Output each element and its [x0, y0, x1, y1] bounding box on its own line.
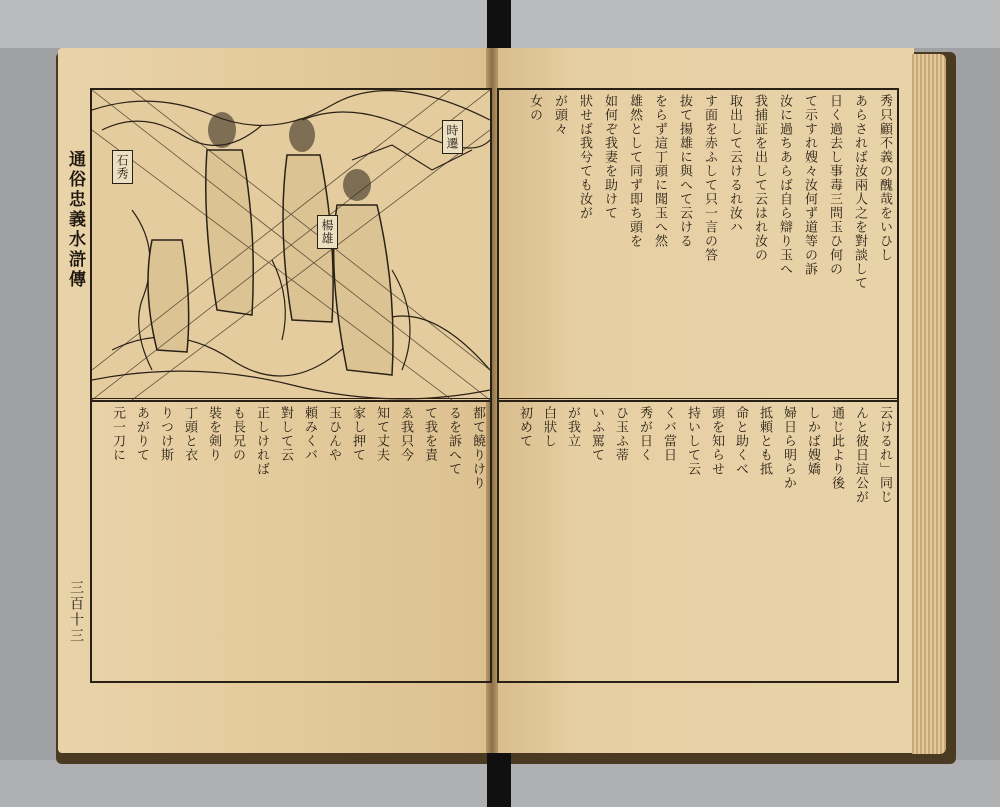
page-edges [912, 54, 946, 754]
text-column-line: をらず這丁頭に聞玉へ然 [652, 94, 667, 248]
text-column-line: 秀が日く [637, 406, 652, 462]
text-column-line: 取出して云けるれ汝ハ [727, 94, 742, 234]
text-column-line: も長兄の [230, 406, 245, 462]
illustration-drawing [92, 90, 490, 400]
text-column-line: 秀只顧不義の醜哉をいひし [877, 94, 892, 262]
text-column-line: あがりて [134, 406, 149, 462]
label-shi-xiu: 石秀 [112, 150, 133, 184]
text-column-line: 知て丈夫 [374, 406, 389, 462]
text-column-line: 玉ひんや [326, 406, 341, 462]
text-column-line: 抵頼とも抵 [757, 406, 772, 476]
text-column-line: が頭々 [552, 94, 567, 136]
text-column-line: んと彼日這公が [853, 406, 868, 504]
text-column-line: 雄然として同ず即ち頭を [627, 94, 642, 248]
label-shi-qian: 時遷 [442, 120, 463, 154]
text-column-line: 元一刀に [110, 406, 125, 462]
text-column-line: 云けるれ」同じ [877, 406, 892, 504]
text-column-line: 都て饒りけり [470, 406, 485, 490]
text-column-line: 正しければ [254, 406, 269, 476]
text-column-line: 持いして云 [685, 406, 700, 476]
page-number: 三百十三 [68, 580, 84, 644]
text-column-line: あらされば汝兩人之を對談して [852, 94, 867, 290]
text-column-line: 我捕証を出して云はれ汝の [752, 94, 767, 262]
text-column-line: 頼みくバ [302, 406, 317, 462]
text-column-line: 命と助くべ [733, 406, 748, 476]
text-column-line: 日く過去し事毒三問玉ひ何の [827, 94, 842, 276]
text-column-line: が我立 [565, 406, 580, 448]
text-column-line: 抜て揚雄に與へて云ける [677, 94, 692, 248]
text-column-line: 初めて [517, 406, 532, 448]
text-column-line: 女の [527, 94, 542, 122]
text-column-line: て我を責 [422, 406, 437, 462]
text-column-line: 汝に過ちあらば自ら辯り玉へ [777, 94, 792, 276]
text-column-line: 裝を剣り [206, 406, 221, 462]
text-column-line: るを訴へて [446, 406, 461, 476]
label-yang-xiong: 楊雄 [317, 215, 338, 249]
text-column-line: ひ玉ふ蒂 [613, 406, 628, 462]
text-column-line: 白狀し [541, 406, 556, 448]
text-column-line: 狀せば我兮ても汝が [577, 94, 592, 220]
book-side-title: 通俗忠義水滸傳 [65, 150, 85, 290]
text-column-line: 家し押て [350, 406, 365, 462]
text-column-line: 如何ぞ我妻を助けて [602, 94, 617, 220]
text-column-line: 頭を知らせ [709, 406, 724, 476]
text-column-line: ゑ我只今 [398, 406, 413, 462]
text-column-line: て示すれ嫂々汝何ず道等の訴 [802, 94, 817, 276]
text-column-line: す面を赤ふして只一言の答 [702, 94, 717, 262]
text-column-line: 婦日ら明らか [781, 406, 796, 490]
text-column-line: 丁頭と衣 [182, 406, 197, 462]
text-column-line: いふ罵て [589, 406, 604, 462]
text-column-line: 通じ此より後 [829, 406, 844, 490]
text-column-line: くバ當日 [661, 406, 676, 462]
text-column-line: りつけ斯 [158, 406, 173, 462]
woodblock-illustration [90, 88, 492, 402]
text-column-line: しかば嫂嬌 [805, 406, 820, 476]
text-column-line: 對して云 [278, 406, 293, 462]
